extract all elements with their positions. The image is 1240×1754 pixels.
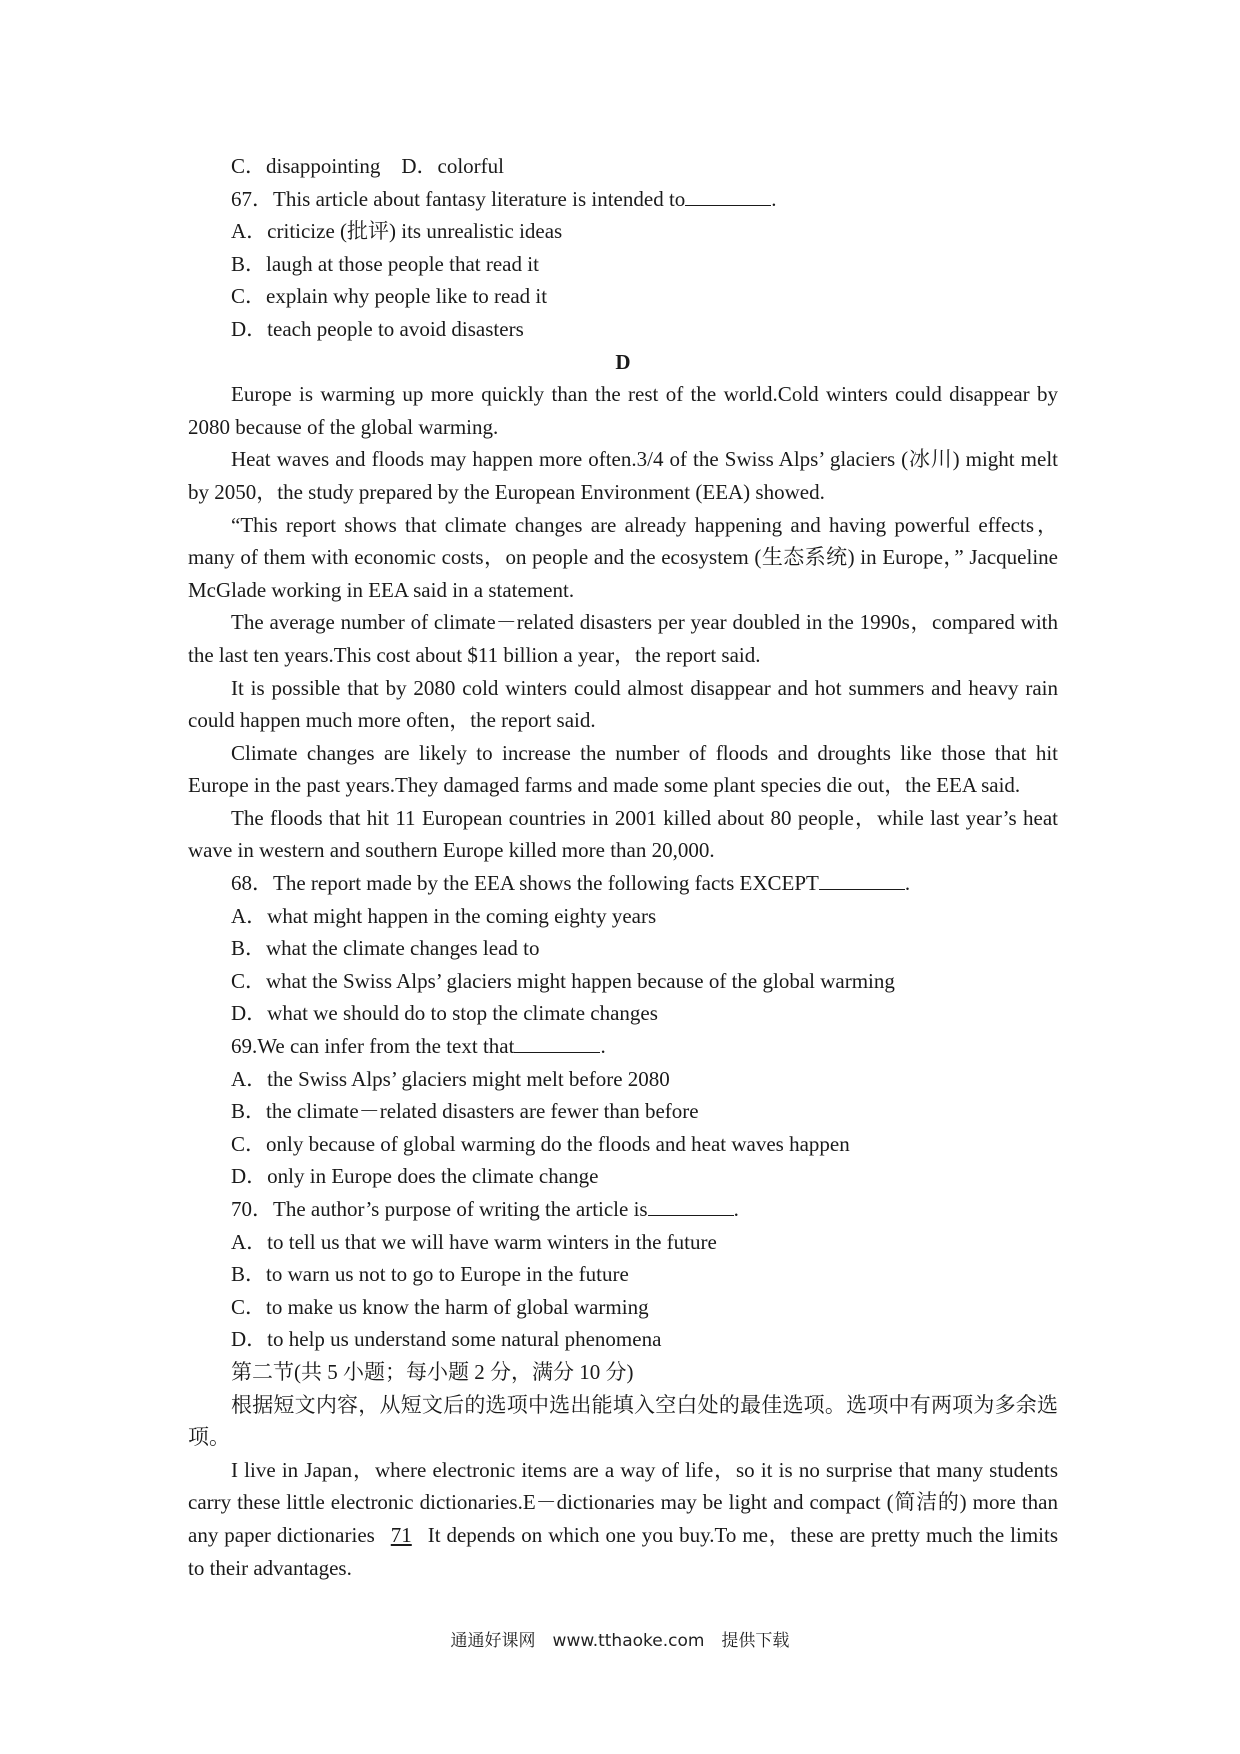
q68-stem: 68．The report made by the EEA shows the following facts EXCEPT . — [231, 871, 911, 896]
q67-option-b: B．laugh at those people that read it — [231, 251, 539, 276]
q68-option-a: A．what might happen in the coming eighty years — [231, 903, 657, 928]
q70-option-a: A．to tell us that we will have warm winters in the future — [231, 1229, 717, 1254]
q67-option-a: A．criticize (批评) its unrealistic ideas — [231, 219, 563, 244]
q69-stem: 69.We can infer from the text that . — [231, 1034, 606, 1059]
q70-option-d: D．to help us understand some natural phenomena — [231, 1327, 662, 1352]
q69-option-d: D．only in Europe does the climate change — [231, 1164, 599, 1189]
q68-option-c: C．what the Swiss Alps’ glaciers might happen because of the global warming — [231, 968, 895, 993]
q67-option-d: D．teach people to avoid disasters — [231, 316, 524, 341]
passage-paragraph: “This report shows that climate changes are already happening and having powerful effects，many of them with economic costs，on people and the ecosystem (生态系统) in Europe，” Jacqueline McGlade working in EEA said in a statement. — [188, 512, 1058, 602]
answer-blank — [648, 1197, 734, 1216]
q68-option-b: B．what the climate changes lead to — [231, 936, 540, 961]
q66-options-cd: C．disappointing D．colorful — [231, 154, 504, 178]
q70-option-b: B．to warn us not to go to Europe in the future — [231, 1262, 629, 1287]
part2-title: 第二节(共 5 小题；每小题 2 分，满分 10 分) — [231, 1359, 634, 1384]
answer-blank — [819, 871, 905, 890]
q68-option-d: D．what we should do to stop the climate changes — [231, 1001, 658, 1026]
passage-paragraph: Climate changes are likely to increase the number of floods and droughts like those that hit Europe in the past years.They damaged farms and made some plant species die out，the EEA said. — [188, 740, 1058, 798]
passage-paragraph: The floods that hit 11 European countries in 2001 killed about 80 people，while last year’s heat wave in western and southern Europe killed more than 20,000. — [188, 805, 1058, 863]
cloze-blank-number: 71 — [390, 1522, 412, 1547]
section-heading-d: D — [615, 349, 631, 374]
q70-option-c: C．to make us know the harm of global warming — [231, 1294, 649, 1319]
answer-blank — [685, 187, 771, 206]
q70-stem: 70．The author’s purpose of writing the article is . — [231, 1197, 739, 1221]
q67-stem: 67．This article about fantasy literature is intended to . — [231, 186, 777, 211]
exam-page — [188, 150, 1058, 1584]
page-footer: 通通好课网 www.tthaoke.com 提供下载 — [450, 1631, 790, 1651]
q67-option-c: C．explain why people like to read it — [231, 284, 548, 309]
part2-instruction: 根据短文内容，从短文后的选项中选出能填入空白处的最佳选项。选项中有两项为多余选项。 — [188, 1392, 1058, 1450]
q69-option-b: B．the climate－related disasters are fewer than before — [231, 1099, 699, 1124]
passage-paragraph: Heat waves and floods may happen more often.3/4 of the Swiss Alps’ glaciers (冰川) might melt by 2050，the study prepared by the European Environment (EEA) showed. — [188, 447, 1058, 504]
passage-paragraph: It is possible that by 2080 cold winters could almost disappear and hot summers and heavy rain could happen much more often，the report said. — [188, 675, 1058, 733]
passage-paragraph: The average number of climate－related disasters per year doubled in the 1990s，compared with the last ten years.This cost about $11 billion a year，the report said. — [188, 610, 1058, 667]
q69-option-a: A．the Swiss Alps’ glaciers might melt before 2080 — [231, 1066, 670, 1091]
passage-paragraph: Europe is warming up more quickly than the rest of the world.Cold winters could disappear by 2080 because of the global warming. — [188, 382, 1058, 439]
answer-blank — [514, 1034, 600, 1053]
q69-option-c: C．only because of global warming do the floods and heat waves happen — [231, 1131, 850, 1156]
cloze-passage: I live in Japan，where electronic items are a way of life，so it is no surprise that many students carry these little electronic dictionaries.E－dictionaries may be light and compact (简洁的) more than any paper dictionaries 71 It depends on which one you buy.To me，these are pretty much the limits to their advantages. — [188, 1457, 1059, 1580]
